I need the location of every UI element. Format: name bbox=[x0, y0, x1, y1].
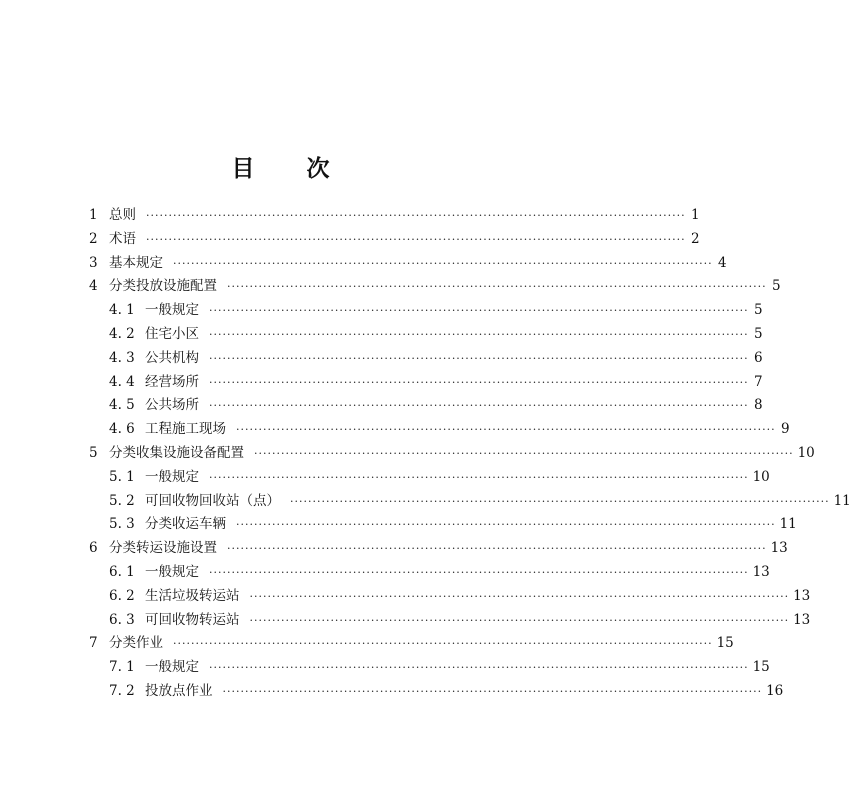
toc-entry-number: 5 bbox=[89, 444, 98, 461]
toc-entry[interactable] bbox=[89, 537, 788, 561]
toc-entry-page: 2 bbox=[691, 230, 700, 247]
page-title bbox=[0, 150, 561, 183]
toc-entry[interactable] bbox=[89, 680, 784, 704]
toc-entry-title: 分类收运车辆 bbox=[145, 516, 226, 533]
toc-entry-number: 4. 6 bbox=[109, 421, 135, 438]
toc-leader-dots: ························································································································ bbox=[290, 494, 830, 508]
toc-leader-dots: ························································································································ bbox=[209, 399, 749, 413]
title-char-2: 次 bbox=[306, 156, 330, 182]
toc-entry-page: 8 bbox=[754, 397, 763, 414]
toc-entry-number: 4. 4 bbox=[109, 373, 135, 390]
table-of-contents bbox=[89, 204, 851, 704]
toc-entry-number: 4. 2 bbox=[109, 325, 135, 342]
toc-entry-title: 一般规定 bbox=[145, 468, 199, 485]
toc-leader-dots: ························································································································ bbox=[209, 470, 749, 484]
toc-entry-number: 4. 3 bbox=[109, 349, 135, 366]
toc-entry-title: 公共场所 bbox=[145, 397, 199, 414]
toc-entry-number: 1 bbox=[89, 207, 98, 223]
toc-entry[interactable] bbox=[89, 632, 734, 656]
toc-leader-dots: ························································································································ bbox=[254, 446, 794, 460]
toc-entry[interactable] bbox=[89, 656, 770, 680]
toc-entry-title: 一般规定 bbox=[145, 563, 199, 580]
toc-leader-dots: ························································································································ bbox=[209, 327, 749, 341]
toc-entry-title: 一般规定 bbox=[145, 302, 199, 319]
toc-entry-title: 分类收集设施设备配置 bbox=[109, 444, 244, 461]
toc-entry-page: 6 bbox=[754, 349, 763, 366]
toc-entry[interactable] bbox=[89, 228, 700, 252]
toc-entry[interactable] bbox=[89, 299, 763, 323]
toc-leader-dots: ························································································································ bbox=[209, 565, 749, 579]
toc-entry-page: 16 bbox=[766, 682, 784, 699]
toc-entry-page: 15 bbox=[752, 659, 770, 676]
toc-entry-number: 7 bbox=[89, 635, 98, 652]
toc-entry-number: 6. 2 bbox=[109, 587, 135, 604]
toc-leader-dots: ························································································································ bbox=[249, 589, 790, 603]
toc-entry-number: 3 bbox=[89, 254, 98, 271]
toc-entry[interactable] bbox=[89, 275, 781, 299]
toc-entry-title: 总则 bbox=[109, 207, 136, 223]
toc-entry-title: 分类转运设施设置 bbox=[109, 540, 217, 557]
toc-entry-number: 7. 2 bbox=[109, 682, 135, 699]
toc-entry[interactable] bbox=[89, 585, 811, 609]
toc-entry-page: 11 bbox=[779, 516, 797, 533]
toc-leader-dots: ························································································································ bbox=[173, 637, 713, 651]
toc-entry[interactable] bbox=[89, 466, 770, 490]
toc-leader-dots: ························································································································ bbox=[222, 684, 763, 698]
toc-entry-page: 4 bbox=[718, 254, 727, 271]
toc-leader-dots: ························································································································ bbox=[173, 256, 713, 270]
toc-entry-page: 11 bbox=[833, 492, 851, 509]
toc-leader-dots: ························································································································ bbox=[209, 375, 749, 389]
toc-entry-title: 工程施工现场 bbox=[145, 421, 226, 438]
toc-entry-page: 5 bbox=[754, 325, 763, 342]
toc-entry[interactable] bbox=[89, 371, 763, 395]
toc-entry-page: 7 bbox=[754, 373, 763, 390]
toc-leader-dots: ························································································································ bbox=[209, 304, 749, 318]
toc-entry-page: 5 bbox=[754, 302, 763, 319]
toc-leader-dots: ························································································································ bbox=[227, 542, 767, 556]
title-char-1: 目 bbox=[231, 156, 255, 182]
toc-entry-title: 分类作业 bbox=[109, 635, 163, 652]
toc-entry-page: 13 bbox=[770, 540, 788, 557]
toc-leader-dots: ························································································································ bbox=[236, 518, 776, 532]
toc-entry-number: 5. 1 bbox=[109, 468, 135, 485]
toc-entry-page: 9 bbox=[781, 421, 790, 438]
toc-entry-page: 13 bbox=[793, 587, 811, 604]
toc-entry-number: 4 bbox=[89, 278, 98, 295]
toc-entry-number: 5. 3 bbox=[109, 516, 135, 533]
toc-entry-page: 13 bbox=[752, 563, 770, 580]
toc-entry[interactable] bbox=[89, 490, 851, 514]
toc-entry-number: 2 bbox=[89, 230, 98, 247]
toc-entry-title: 可回收物回收站（点） bbox=[145, 492, 280, 509]
toc-entry[interactable] bbox=[89, 513, 797, 537]
toc-leader-dots: ························································································································ bbox=[209, 661, 749, 675]
toc-entry[interactable] bbox=[89, 252, 727, 276]
toc-entry-title: 基本规定 bbox=[109, 254, 163, 271]
toc-entry[interactable] bbox=[89, 323, 763, 347]
toc-entry-number: 6. 3 bbox=[109, 611, 135, 628]
toc-entry-title: 可回收物转运站 bbox=[145, 611, 240, 628]
toc-leader-dots: ························································································································ bbox=[146, 209, 686, 222]
toc-entry-number: 4. 1 bbox=[109, 302, 135, 319]
toc-entry-title: 住宅小区 bbox=[145, 325, 199, 342]
toc-leader-dots: ························································································································ bbox=[236, 423, 776, 437]
toc-entry[interactable] bbox=[89, 204, 700, 228]
toc-leader-dots: ························································································································ bbox=[209, 351, 749, 365]
toc-entry-page: 5 bbox=[772, 278, 781, 295]
toc-entry-number: 5. 2 bbox=[109, 492, 135, 509]
toc-entry-title: 分类投放设施配置 bbox=[109, 278, 217, 295]
toc-entry-title: 术语 bbox=[109, 230, 136, 247]
toc-entry[interactable] bbox=[89, 347, 763, 371]
toc-entry-title: 经营场所 bbox=[145, 373, 199, 390]
toc-entry-number: 6 bbox=[89, 540, 98, 557]
toc-entry-page: 10 bbox=[752, 468, 770, 485]
toc-entry-title: 公共机构 bbox=[145, 349, 199, 366]
toc-entry-number: 6. 1 bbox=[109, 563, 135, 580]
toc-entry-page: 15 bbox=[716, 635, 734, 652]
toc-entry-page: 13 bbox=[793, 611, 811, 628]
toc-entry[interactable] bbox=[89, 561, 770, 585]
toc-leader-dots: ························································································································ bbox=[249, 613, 790, 627]
toc-entry-title: 生活垃圾转运站 bbox=[145, 587, 240, 604]
toc-entry[interactable] bbox=[89, 394, 763, 418]
toc-entry-page: 10 bbox=[797, 444, 815, 461]
toc-leader-dots: ························································································································ bbox=[227, 280, 767, 294]
toc-entry-title: 一般规定 bbox=[145, 659, 199, 676]
toc-entry-number: 4. 5 bbox=[109, 397, 135, 414]
toc-entry[interactable] bbox=[89, 418, 790, 442]
toc-entry-number: 7. 1 bbox=[109, 659, 135, 676]
toc-entry-title: 投放点作业 bbox=[145, 682, 213, 699]
toc-entry[interactable] bbox=[89, 609, 811, 633]
toc-entry[interactable] bbox=[89, 442, 815, 466]
toc-entry-page: 1 bbox=[691, 207, 700, 223]
toc-leader-dots: ························································································································ bbox=[146, 232, 686, 246]
